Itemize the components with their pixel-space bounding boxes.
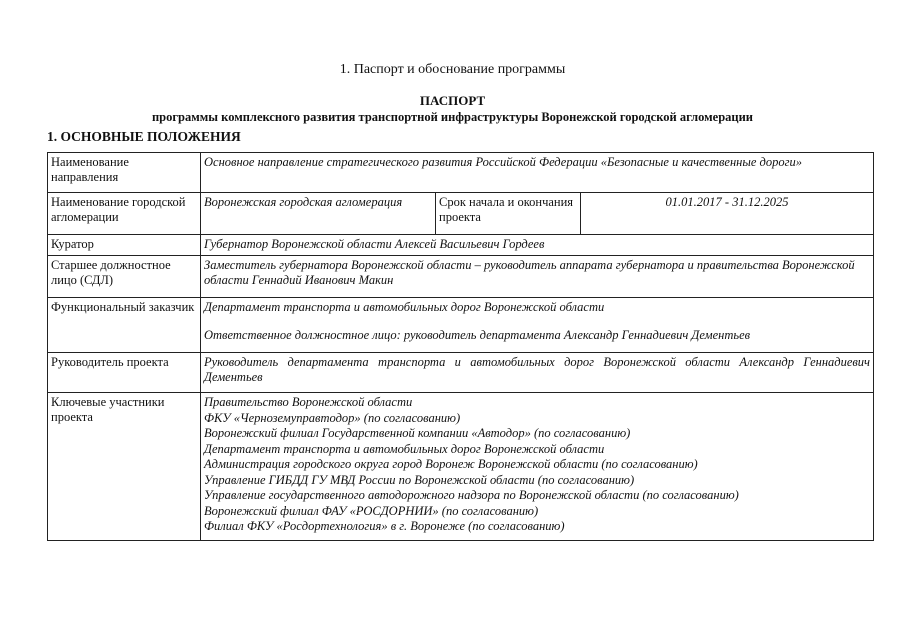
customer-department: Департамент транспорта и автомобильных дорог Воронежской области bbox=[204, 300, 605, 314]
direction-label: Наименование направления bbox=[48, 153, 201, 193]
participant-item: Воронежский филиал ФАУ «РОСДОРНИИ» (по согласованию) bbox=[204, 503, 539, 518]
row-project-head bbox=[48, 353, 874, 393]
participant-item: Управление государственного автодорожного надзора по Воронежской области (по согласованию) bbox=[204, 488, 739, 502]
participant-item: ФКУ «Черноземуправтодор» (по согласованию) bbox=[204, 410, 461, 425]
project-head-value: Руководитель департамента транспорта и автомобильных дорог Воронежской области Александр Геннадиевич Дементьев bbox=[201, 353, 874, 393]
row-curator bbox=[48, 235, 874, 256]
customer-value bbox=[201, 298, 874, 353]
participant-item: Администрация городского округа город Воронеж Воронежской области (по согласованию) bbox=[204, 457, 698, 471]
agglomeration-value: Воронежская городская агломерация bbox=[201, 193, 436, 235]
customer-responsible-official: Ответственное должностное лицо: руководитель департамента Александр Геннадиевич Дементьев bbox=[204, 328, 751, 342]
row-customer bbox=[48, 298, 874, 353]
row-senior-official bbox=[48, 256, 874, 298]
period-value: 01.01.2017 - 31.12.2025 bbox=[581, 193, 874, 235]
curator-value: Губернатор Воронежской области Алексей Васильевич Гордеев bbox=[201, 235, 874, 256]
senior-official-value: Заместитель губернатора Воронежской области – руководитель аппарата губернатора и правительства Воронежской области Геннадий Иванович Макин bbox=[201, 256, 874, 298]
participants-label: Ключевые участники проекта bbox=[48, 393, 201, 541]
section-title: 1. Паспорт и обоснование программы bbox=[339, 62, 566, 77]
row-direction bbox=[48, 153, 874, 193]
direction-value: Основное направление стратегического развития Российской Федерации «Безопасные и качественные дороги» bbox=[201, 153, 874, 193]
participant-item: Воронежский филиал Государственной компании «Автодор» (по согласованию) bbox=[204, 426, 631, 440]
senior-official-label: Старшее должностное лицо (СДЛ) bbox=[48, 256, 201, 298]
row-participants bbox=[48, 393, 874, 541]
customer-label: Функциональный заказчик bbox=[48, 298, 201, 353]
basic-provisions-title: 1. ОСНОВНЫЕ ПОЛОЖЕНИЯ bbox=[47, 129, 241, 144]
passport-table bbox=[47, 152, 874, 541]
agglomeration-label: Наименование городской агломерации bbox=[48, 193, 201, 235]
participants-list bbox=[201, 393, 874, 541]
participant-item: Департамент транспорта и автомобильных дорог Воронежской области bbox=[204, 441, 605, 456]
period-label: Срок начала и окончания проекта bbox=[436, 193, 581, 235]
passport-title: ПАСПОРТ bbox=[419, 93, 486, 108]
curator-label: Куратор bbox=[48, 235, 201, 256]
participant-item: Правительство Воронежской области bbox=[204, 395, 413, 409]
participant-item: Управление ГИБДД ГУ МВД России по Воронежской области (по согласованию) bbox=[204, 472, 635, 487]
project-head-label: Руководитель проекта bbox=[48, 353, 201, 393]
passport-subtitle: программы комплексного развития транспортной инфраструктуры Воронежской городской агломерации bbox=[151, 110, 754, 124]
row-agglomeration bbox=[48, 193, 874, 235]
participant-item: Филиал ФКУ «Росдортехнология» в г. Воронеже (по согласованию) bbox=[204, 519, 565, 533]
